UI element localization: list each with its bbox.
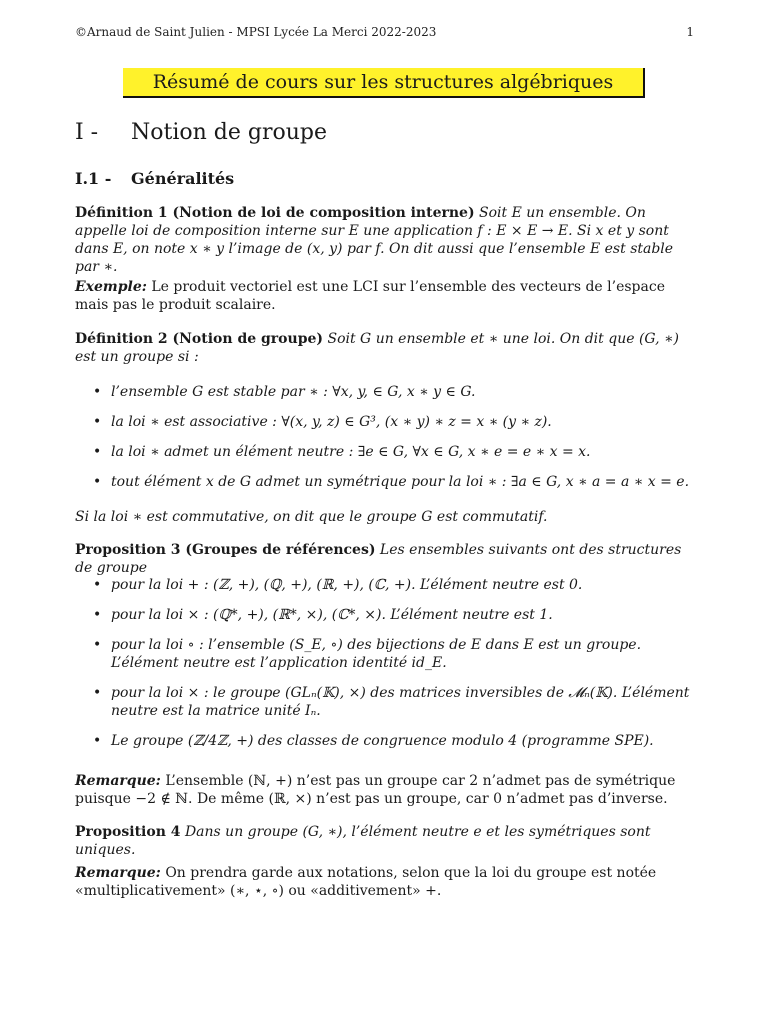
- example-body: Le produit vectoriel est une LCI sur l’ensemble des vecteurs de l’espace mais pas le produit scalaire.: [75, 279, 665, 313]
- example-label: Exemple:: [75, 279, 147, 295]
- proposition-3-body: Les ensembles suivants ont des structures de groupe: [75, 542, 682, 576]
- list-item: • la loi ∗ est associative : ∀(x, y, z) ∈ G³, (x ∗ y) ∗ z = x ∗ (y ∗ z).: [93, 413, 697, 431]
- list-item: • la loi ∗ admet un élément neutre : ∃e ∈ G, ∀x ∈ G, x ∗ e = e ∗ x = x.: [93, 443, 697, 461]
- document-title: Résumé de cours sur les structures algébriques: [123, 68, 645, 98]
- list-item: • l’ensemble G est stable par ∗ : ∀x, y, ∈ G, x ∗ y ∈ G.: [93, 383, 697, 401]
- section-number: I -: [75, 120, 99, 145]
- page-number: 1: [686, 25, 694, 39]
- remark-2-label: Remarque:: [75, 865, 161, 881]
- list-item: • tout élément x de G admet un symétrique pour la loi ∗ : ∃a ∈ G, x ∗ a = a ∗ x = e.: [93, 473, 697, 491]
- definition-1: [75, 204, 695, 276]
- group-axioms-list: [93, 383, 697, 491]
- definition-2-label: Définition 2 (Notion de groupe): [75, 331, 324, 347]
- section-heading: [75, 120, 327, 145]
- list-item: • Le groupe (ℤ/4ℤ, +) des classes de congruence modulo 4 (programme SPE).: [93, 732, 697, 750]
- remark-2: [75, 864, 695, 900]
- definition-1-label: Définition 1 (Notion de loi de composition interne): [75, 205, 475, 221]
- page-header: [75, 25, 694, 43]
- definition-2-closing: Si la loi ∗ est commutative, on dit que le groupe G est commutatif.: [75, 509, 548, 525]
- proposition-4: [75, 823, 695, 859]
- list-item: • pour la loi + : (ℤ, +), (ℚ, +), (ℝ, +), (ℂ, +). L’élément neutre est 0.: [93, 576, 697, 594]
- section-title: Notion de groupe: [131, 120, 327, 145]
- example: [75, 278, 695, 314]
- proposition-4-label: Proposition 4: [75, 824, 181, 840]
- definition-1-body: Soit E un ensemble. On appelle loi de composition interne sur E une application f : E × E → E. Si x et y sont dans E, on note x ∗ y l’image de (x, y) par f. On dit aussi que l’ensemble E est stable par ∗.: [75, 205, 674, 275]
- reference-groups-list: [93, 576, 697, 750]
- remark-2-body: On prendra garde aux notations, selon que la loi du groupe est notée «multiplicativement» (∗, ⋆, ∘) ou «additivement» +.: [75, 865, 657, 899]
- remark-1-label: Remarque:: [75, 773, 161, 789]
- definition-2-body: Soit G un ensemble et ∗ une loi. On dit que (G, ∗) est un groupe si :: [75, 331, 679, 365]
- subsection-number: I.1 -: [75, 169, 112, 188]
- list-item: • pour la loi ∘ : l’ensemble (S_E, ∘) des bijections de E dans E est un groupe. L’élément neutre est l’application identité id_E.: [93, 636, 697, 672]
- proposition-4-body: Dans un groupe (G, ∗), l’élément neutre e et les symétriques sont uniques.: [75, 824, 651, 858]
- remark-1-body: L’ensemble (ℕ, +) n’est pas un groupe car 2 n’admet pas de symétrique puisque −2 ∉ ℕ. De même (ℝ, ×) n’est pas un groupe, car 0 n’admet pas d’inverse.: [75, 773, 676, 807]
- subsection-heading: [75, 169, 234, 188]
- proposition-3-label: Proposition 3 (Groupes de références): [75, 542, 376, 558]
- header-credit: ©Arnaud de Saint Julien - MPSI Lycée La Merci 2022-2023: [75, 25, 437, 39]
- proposition-3: [75, 541, 695, 577]
- definition-2: [75, 330, 695, 366]
- list-item: • pour la loi × : (ℚ*, +), (ℝ*, ×), (ℂ*, ×). L’élément neutre est 1.: [93, 606, 697, 624]
- subsection-title: Généralités: [131, 169, 235, 188]
- list-item: • pour la loi × : le groupe (GLₙ(𝕂), ×) des matrices inversibles de 𝓜ₙ(𝕂). L’élément neutre est la matrice unité Iₙ.: [93, 684, 697, 720]
- remark-1: [75, 772, 695, 808]
